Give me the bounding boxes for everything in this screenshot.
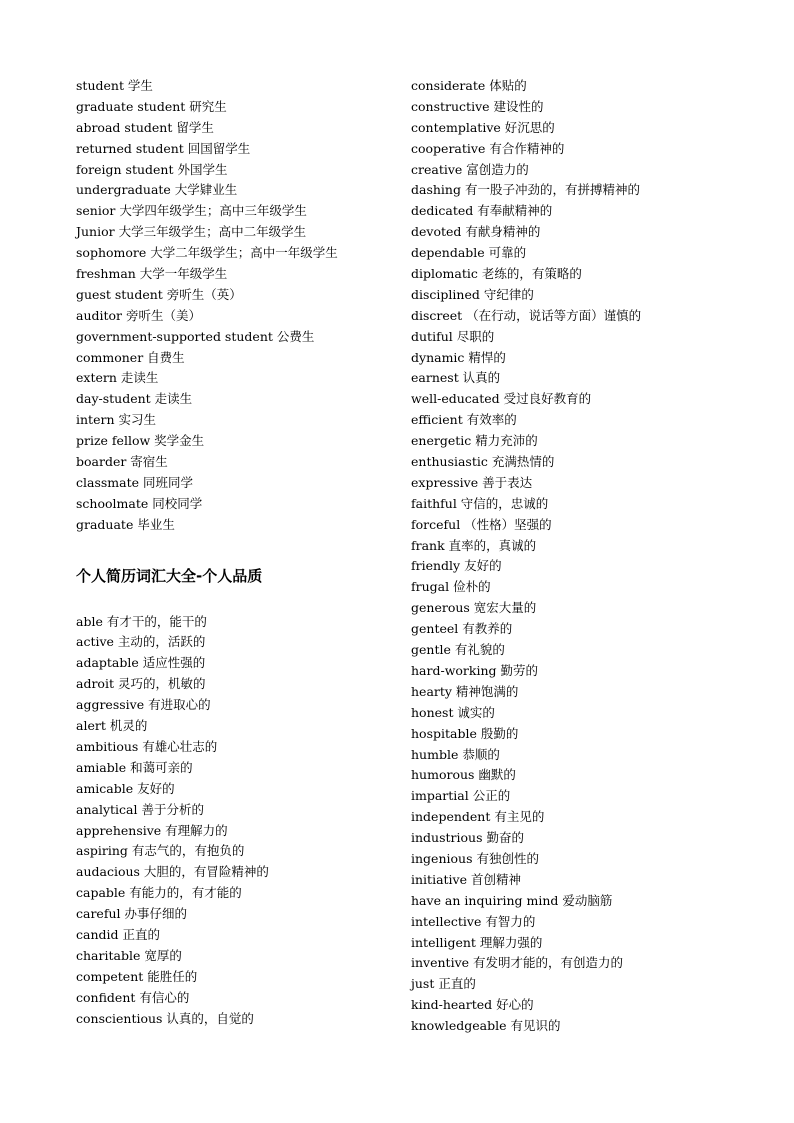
vocabulary-entry: constructive 建设性的 <box>411 98 544 114</box>
vocabulary-entry: adroit 灵巧的，机敏的 <box>76 676 206 692</box>
vocabulary-entry: Junior 大学三年级学生；高中二年级学生 <box>76 224 307 240</box>
vocabulary-entry: industrious 勤奋的 <box>411 830 524 846</box>
vocabulary-entry: dashing 有一股子冲劲的，有拼搏精神的 <box>411 182 640 198</box>
vocabulary-entry: active 主动的，活跃的 <box>76 634 206 650</box>
vocabulary-entry: hospitable 殷勤的 <box>411 725 519 741</box>
vocabulary-entry: audacious 大胆的，有冒险精神的 <box>76 864 269 880</box>
vocabulary-entry: diplomatic 老练的，有策略的 <box>411 266 582 282</box>
vocabulary-entry: able 有才干的，能干的 <box>76 613 207 629</box>
vocabulary-entry: adaptable 适应性强的 <box>76 655 206 671</box>
vocabulary-entry: classmate 同班同学 <box>76 474 193 490</box>
vocabulary-entry: candid 正直的 <box>76 926 160 942</box>
vocabulary-entry: creative 富创造力的 <box>411 161 529 177</box>
vocabulary-entry: hearty 精神饱满的 <box>411 683 519 699</box>
vocabulary-entry: schoolmate 同校同学 <box>76 495 203 511</box>
vocabulary-entry: initiative 首创精神 <box>411 871 521 887</box>
vocabulary-entry: cooperative 有合作精神的 <box>411 140 565 156</box>
vocabulary-entry: amicable 友好的 <box>76 780 175 796</box>
vocabulary-entry: prize fellow 奖学金生 <box>76 433 205 449</box>
vocabulary-entry: commoner 自费生 <box>76 349 185 365</box>
vocabulary-entry: humorous 幽默的 <box>411 767 516 783</box>
vocabulary-entry: capable 有能力的，有才能的 <box>76 885 242 901</box>
vocabulary-entry: earnest 认真的 <box>411 370 501 386</box>
vocabulary-entry: independent 有主见的 <box>411 809 545 825</box>
vocabulary-entry: apprehensive 有理解力的 <box>76 822 228 838</box>
vocabulary-entry: boarder 寄宿生 <box>76 454 168 470</box>
vocabulary-entry: government-supported student 公费生 <box>76 328 315 344</box>
left-column <box>76 76 396 1029</box>
vocabulary-entry: hard-working 勤劳的 <box>411 662 539 678</box>
vocabulary-entry: sophomore 大学二年级学生；高中一年级学生 <box>76 245 338 261</box>
vocabulary-entry: graduate student 研究生 <box>76 98 227 114</box>
vocabulary-entry: guest student 旁听生（英） <box>76 286 242 302</box>
vocabulary-entry: extern 走读生 <box>76 370 159 386</box>
vocabulary-entry: alert 机灵的 <box>76 718 148 734</box>
vocabulary-entry: dedicated 有奉献精神的 <box>411 203 553 219</box>
vocabulary-entry: ambitious 有雄心壮志的 <box>76 738 218 754</box>
vocabulary-entry: contemplative 好沉思的 <box>411 119 555 135</box>
vocabulary-entry: gentle 有礼貌的 <box>411 642 505 658</box>
vocabulary-entry: well-educated 受过良好教育的 <box>411 391 592 407</box>
vocabulary-entry: considerate 体贴的 <box>411 78 527 93</box>
personal-qualities-list <box>76 612 396 1030</box>
vocabulary-entry: day-student 走读生 <box>76 391 193 407</box>
vocabulary-entry: returned student 回国留学生 <box>76 140 251 156</box>
vocabulary-entry: frugal 俭朴的 <box>411 579 491 595</box>
vocabulary-entry: forceful （性格）坚强的 <box>411 516 552 532</box>
vocabulary-entry: generous 宽宏大量的 <box>411 600 537 616</box>
vocabulary-entry: careful 办事仔细的 <box>76 906 187 922</box>
vocabulary-entry: conscientious 认真的，自觉的 <box>76 1010 254 1026</box>
vocabulary-entry: impartial 公正的 <box>411 788 511 804</box>
vocabulary-entry: discreet （在行动，说话等方面）谨慎的 <box>411 307 642 323</box>
vocabulary-entry: expressive 善于表达 <box>411 474 533 490</box>
vocabulary-entry: aggressive 有进取心的 <box>76 697 211 713</box>
vocabulary-entry: foreign student 外国学生 <box>76 161 228 177</box>
student-terms-list <box>76 76 396 536</box>
vocabulary-entry: disciplined 守纪律的 <box>411 286 534 302</box>
vocabulary-entry: devoted 有献身精神的 <box>411 224 541 240</box>
vocabulary-entry: analytical 善于分析的 <box>76 801 204 817</box>
vocabulary-entry: confident 有信心的 <box>76 989 190 1005</box>
vocabulary-entry: intern 实习生 <box>76 412 156 428</box>
vocabulary-entry: just 正直的 <box>411 976 476 992</box>
vocabulary-entry: genteel 有教养的 <box>411 621 513 637</box>
vocabulary-entry: enthusiastic 充满热情的 <box>411 454 555 470</box>
vocabulary-entry: humble 恭顺的 <box>411 746 500 762</box>
vocabulary-entry: charitable 宽厚的 <box>76 947 182 963</box>
vocabulary-entry: intelligent 理解力强的 <box>411 934 543 950</box>
vocabulary-entry: energetic 精力充沛的 <box>411 433 538 449</box>
personal-qualities-list-continued <box>411 76 781 1037</box>
vocabulary-entry: dependable 可靠的 <box>411 245 527 261</box>
vocabulary-entry: undergraduate 大学肄业生 <box>76 182 238 198</box>
vocabulary-entry: honest 诚实的 <box>411 704 495 720</box>
right-column <box>411 76 781 1037</box>
vocabulary-entry: faithful 守信的，忠诚的 <box>411 495 549 511</box>
vocabulary-entry: senior 大学四年级学生；高中三年级学生 <box>76 203 307 219</box>
section-heading: 个人简历词汇大全-个人品质 <box>76 566 263 585</box>
vocabulary-entry: kind-hearted 好心的 <box>411 997 534 1013</box>
vocabulary-entry: inventive 有发明才能的，有创造力的 <box>411 955 624 971</box>
vocabulary-entry: freshman 大学一年级学生 <box>76 266 228 282</box>
vocabulary-entry: knowledgeable 有见识的 <box>411 1018 561 1034</box>
vocabulary-entry: dynamic 精悍的 <box>411 349 506 365</box>
vocabulary-entry: aspiring 有志气的，有抱负的 <box>76 843 245 859</box>
vocabulary-entry: graduate 毕业生 <box>76 516 175 532</box>
vocabulary-entry: auditor 旁听生（美） <box>76 307 202 323</box>
vocabulary-entry: amiable 和蔼可亲的 <box>76 759 193 775</box>
vocabulary-entry: competent 能胜任的 <box>76 968 198 984</box>
vocabulary-entry: frank 直率的，真诚的 <box>411 537 537 553</box>
vocabulary-entry: efficient 有效率的 <box>411 412 517 428</box>
vocabulary-entry: abroad student 留学生 <box>76 119 214 135</box>
vocabulary-entry: friendly 友好的 <box>411 558 502 574</box>
vocabulary-entry: ingenious 有独创性的 <box>411 850 539 866</box>
vocabulary-entry: dutiful 尽职的 <box>411 328 495 344</box>
vocabulary-entry: intellective 有智力的 <box>411 913 536 929</box>
vocabulary-entry: student 学生 <box>76 78 153 93</box>
vocabulary-entry: have an inquiring mind 爱动脑筋 <box>411 892 613 908</box>
